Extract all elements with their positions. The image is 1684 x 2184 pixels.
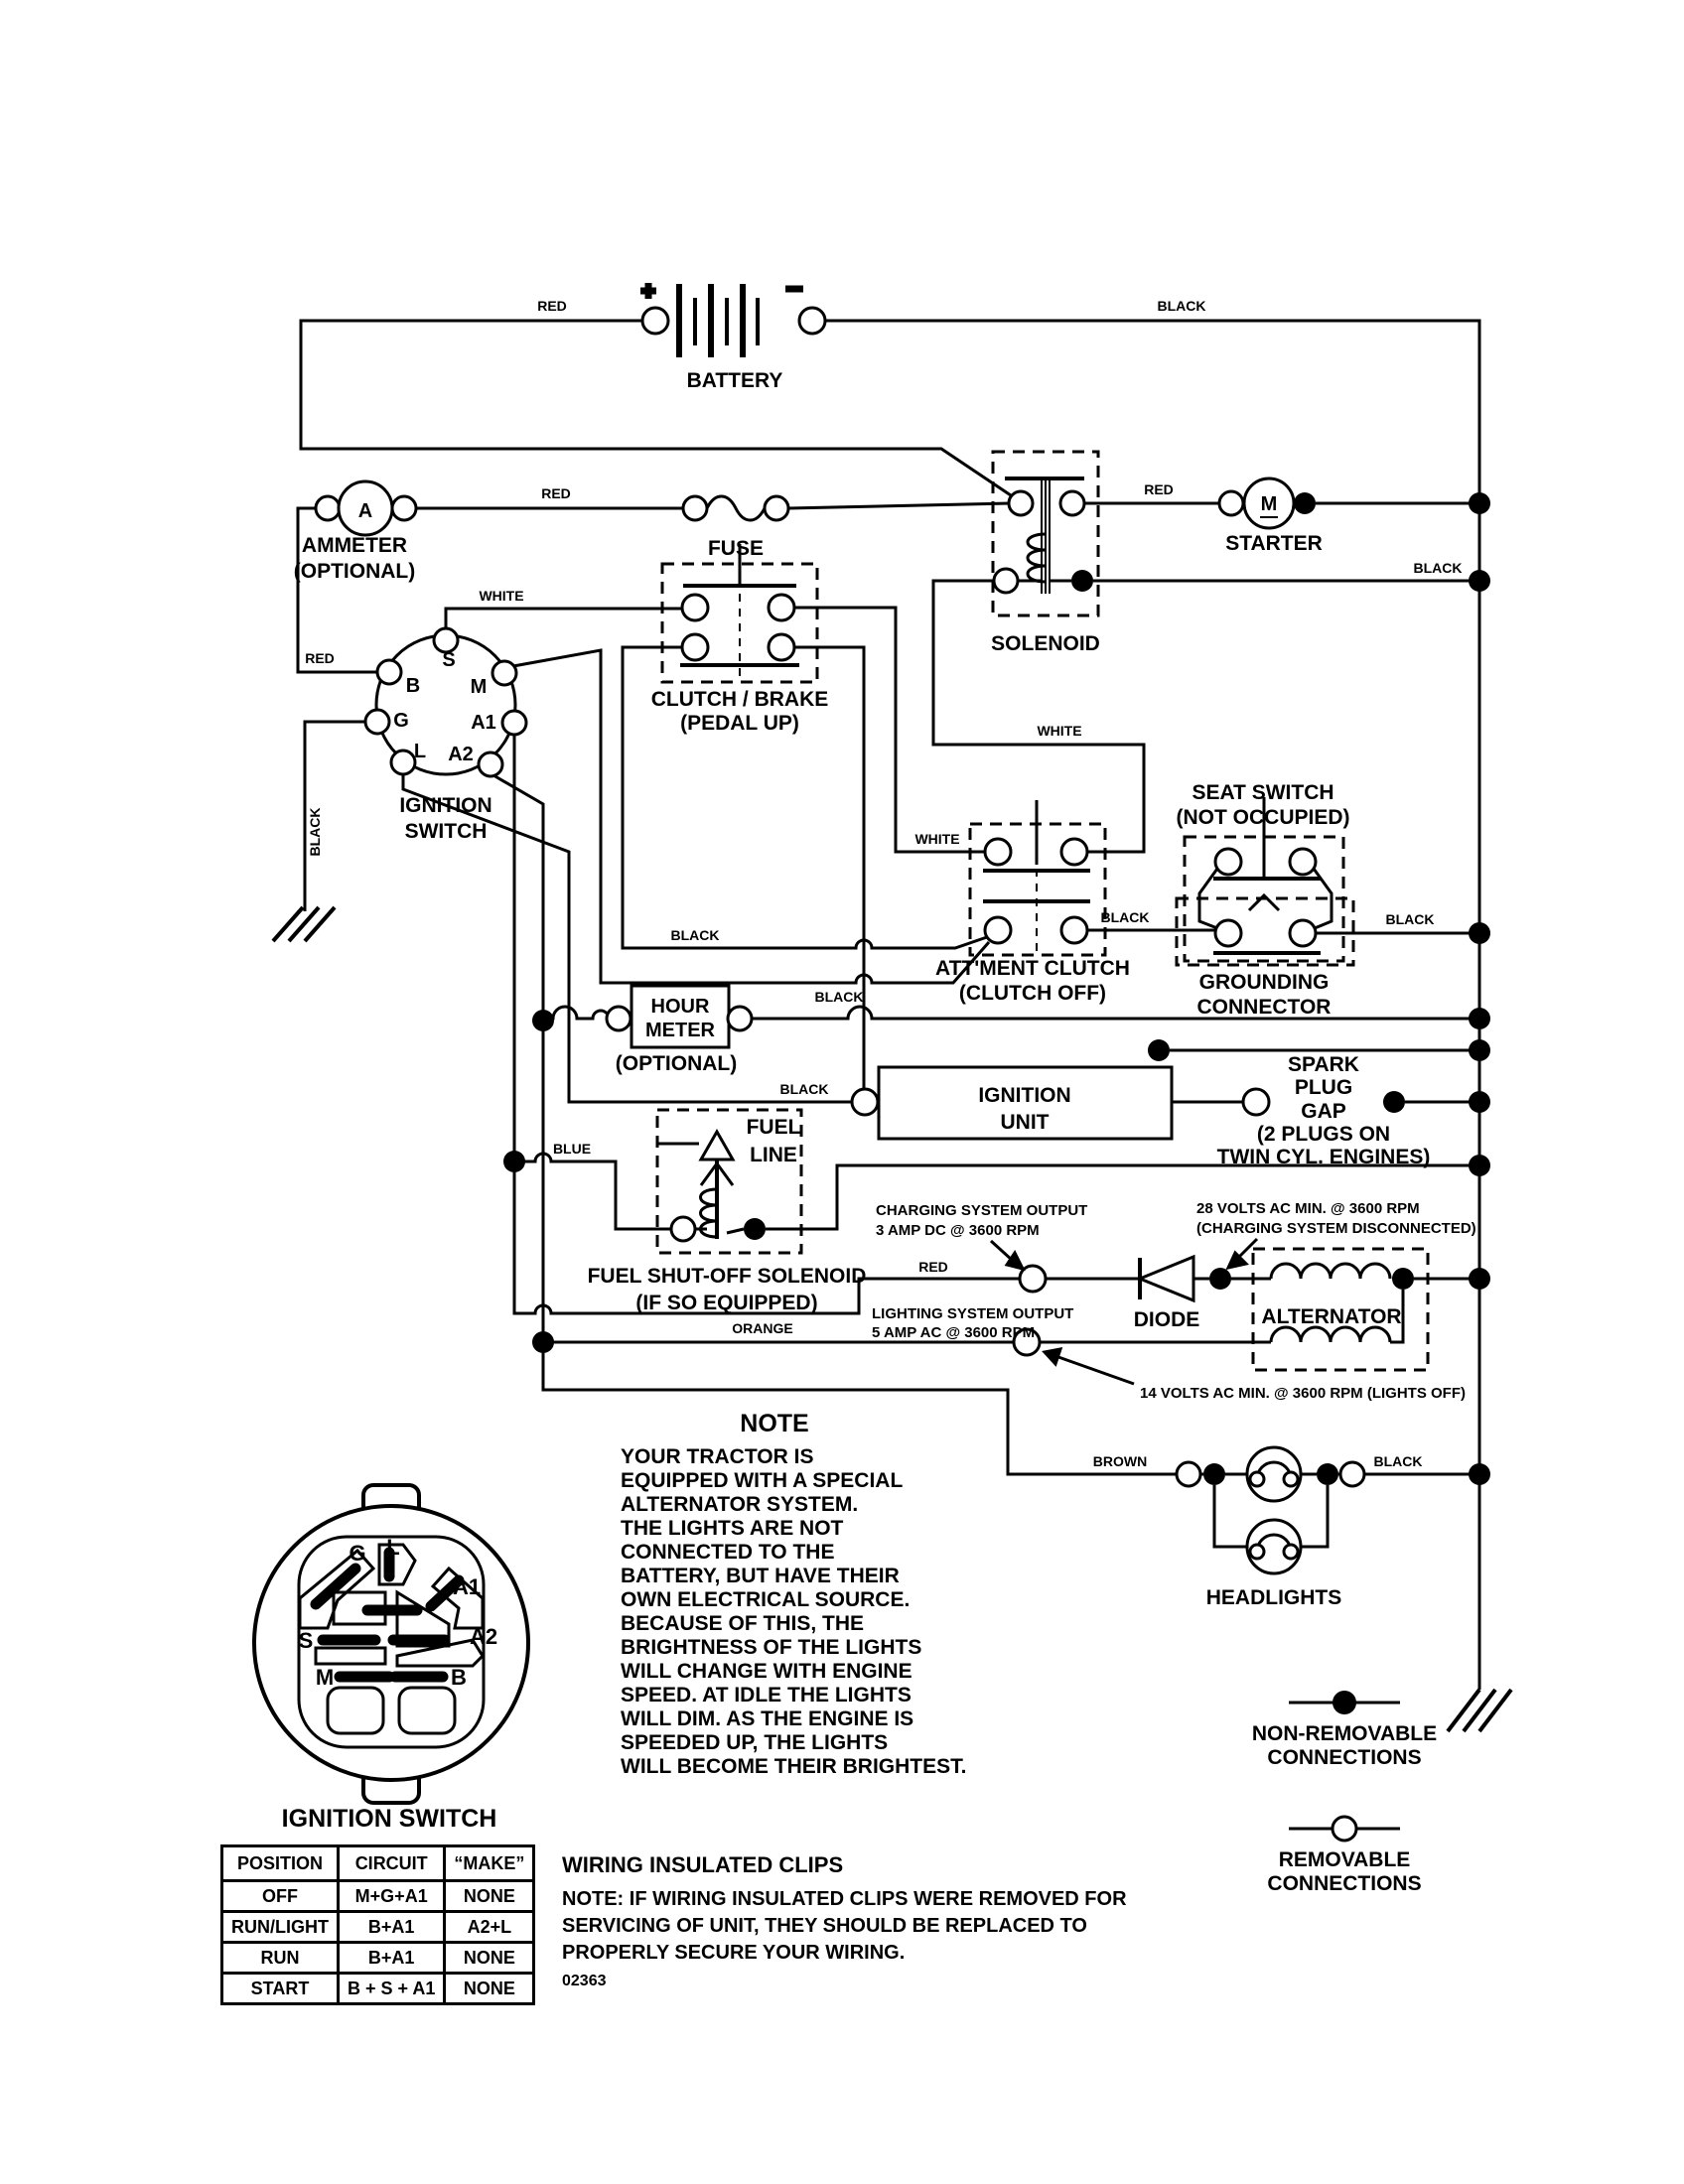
wire-label-blue: BLUE: [552, 1141, 592, 1157]
table-row: [222, 1881, 534, 1912]
solenoid-symbol: [993, 452, 1098, 615]
spark-label-2: PLUG: [1294, 1076, 1353, 1099]
battery-symbol: [640, 283, 825, 357]
wire-label-orange: ORANGE: [732, 1320, 793, 1336]
cell-make-start: NONE: [445, 1974, 534, 2004]
cell-position-start: START: [222, 1974, 339, 2004]
volts28-1: 28 VOLTS AC MIN. @ 3600 RPM: [1196, 1200, 1420, 1217]
wire-battery-positive: [301, 321, 1011, 495]
terminal-g: G: [393, 710, 409, 732]
cell-circuit-off: M+G+A1: [339, 1881, 445, 1912]
wire-label-red-starter: RED: [1144, 481, 1174, 497]
wire-label-red-charging: RED: [918, 1259, 948, 1275]
spark-label-4: (2 PLUGS ON: [1256, 1123, 1391, 1146]
note-block: [621, 1410, 966, 1778]
table-row: [222, 1912, 534, 1943]
wire-fuse-solenoid: [788, 503, 1010, 508]
connector-terminal-s: S: [298, 1628, 314, 1653]
terminal-l: L: [413, 741, 427, 762]
clips-line-3: PROPERLY SECURE YOUR WIRING.: [562, 1942, 906, 1964]
cell-position-run: RUN: [222, 1943, 339, 1974]
fuse-symbol: [683, 496, 788, 520]
note-line-9: BRIGHTNESS OF THE LIGHTS: [621, 1636, 922, 1659]
ignition-unit: [852, 1039, 1172, 1139]
note-line-3: ALTERNATOR SYSTEM.: [621, 1493, 859, 1516]
note-line-6: BATTERY, BUT HAVE THEIR: [621, 1565, 900, 1587]
wire-label-black-headlights: BLACK: [1373, 1453, 1423, 1469]
clips-line-1: NOTE: IF WIRING INSULATED CLIPS WERE REMOVED FOR: [562, 1888, 1127, 1910]
clutch-brake-switch: [662, 544, 817, 682]
starter-letter: M: [1260, 493, 1278, 515]
fuel-solenoid-label-1: FUEL SHUT-OFF SOLENOID: [587, 1265, 867, 1288]
cell-position-runlight: RUN/LIGHT: [222, 1912, 339, 1943]
ignition-unit-label1: IGNITION: [978, 1084, 1071, 1107]
fuel-solenoid-label-2: (IF SO EQUIPPED): [635, 1292, 818, 1314]
wire-label-black-solenoid: BLACK: [1413, 560, 1463, 576]
wire-label-red-b: RED: [305, 650, 335, 666]
table-header-make: “MAKE”: [445, 1846, 534, 1881]
diode-junction-dot: [1209, 1268, 1231, 1290]
note-line-14: WILL BECOME THEIR BRIGHTEST.: [621, 1755, 967, 1778]
connector-terminal-l: L: [386, 1535, 400, 1560]
table-header-position: POSITION: [222, 1846, 339, 1881]
wire-label-red-fuse: RED: [541, 485, 571, 501]
note-line-2: EQUIPPED WITH A SPECIAL: [621, 1469, 904, 1492]
attment-clutch-label-1: ATT'MENT CLUTCH: [935, 957, 1130, 980]
wire-label-red-battery: RED: [537, 298, 567, 314]
ammeter-label-2: (OPTIONAL): [293, 560, 416, 583]
cell-circuit-runlight: B+A1: [339, 1912, 445, 1943]
terminal-m: M: [470, 676, 488, 698]
ignition-switch-connector: [254, 1485, 528, 1833]
hour-meter-label1: HOUR: [650, 996, 710, 1018]
ground-icon-left: [273, 907, 335, 941]
wire-label-black-clutch2: BLACK: [670, 927, 720, 943]
ammeter-symbol: [316, 481, 416, 535]
spark-label-5: TWIN CYL. ENGINES): [1216, 1146, 1431, 1168]
hour-meter: [607, 986, 752, 1047]
alternator-label: ALTERNATOR: [1261, 1305, 1402, 1328]
ignition-switch-label-2: SWITCH: [404, 820, 488, 843]
terminal-a1: A1: [471, 712, 496, 734]
clutch-brake-label-2: (PEDAL UP): [680, 712, 799, 735]
battery-label: BATTERY: [686, 369, 783, 392]
diode-label: DIODE: [1133, 1308, 1200, 1331]
note-line-12: WILL DIM. AS THE ENGINE IS: [621, 1707, 914, 1730]
wire-label-white-clutch: WHITE: [479, 588, 524, 604]
ignition-switch-label-1: IGNITION: [399, 794, 492, 817]
wire-label-black-ground: BLACK: [307, 807, 323, 857]
grounding-label-2: CONNECTOR: [1196, 996, 1332, 1019]
legend-nonremovable-2: CONNECTIONS: [1267, 1746, 1422, 1769]
spark-label-1: SPARK: [1288, 1053, 1359, 1076]
wire-right-rail: [825, 321, 1479, 1690]
connector-title: IGNITION SWITCH: [281, 1805, 497, 1833]
removable-icon: [1333, 1817, 1356, 1841]
hour-meter-label2: METER: [645, 1020, 715, 1041]
note-line-7: OWN ELECTRICAL SOURCE.: [621, 1588, 911, 1611]
note-line-10: WILL CHANGE WITH ENGINE: [621, 1660, 912, 1683]
legend-removable-1: REMOVABLE: [1278, 1848, 1411, 1871]
ammeter-letter: A: [357, 500, 373, 522]
seat-switch-label-2: (NOT OCCUPIED): [1176, 806, 1350, 829]
note-line-4: THE LIGHTS ARE NOT: [621, 1517, 844, 1540]
document-code: 02363: [562, 1973, 607, 1989]
wire-label-black-battery: BLACK: [1157, 298, 1206, 314]
legend-nonremovable-1: NON-REMOVABLE: [1251, 1722, 1438, 1745]
wire-a2-down: [493, 775, 543, 1342]
wire-label-black-seat2: BLACK: [1385, 911, 1435, 927]
headlights-label: HEADLIGHTS: [1205, 1586, 1342, 1609]
terminal-s: S: [442, 649, 456, 671]
volts28-2: (CHARGING SYSTEM DISCONNECTED): [1196, 1220, 1476, 1237]
non-removable-icon: [1333, 1691, 1356, 1714]
headlights-symbol: [1177, 1447, 1364, 1573]
wire-s-clutch: [446, 609, 682, 631]
ground-icon-right: [1448, 1690, 1511, 1731]
connector-terminal-b: B: [451, 1665, 467, 1690]
diode-symbol: [1140, 1257, 1193, 1300]
cell-make-off: NONE: [445, 1881, 534, 1912]
lighting-output-1: LIGHTING SYSTEM OUTPUT: [872, 1305, 1074, 1322]
wire-clutch-ignition-unit: [794, 647, 864, 1089]
attment-clutch-switch: [970, 800, 1105, 955]
starter-label: STARTER: [1225, 532, 1323, 555]
spark-label-3: GAP: [1301, 1100, 1346, 1123]
clutch-brake-label-1: CLUTCH / BRAKE: [650, 688, 829, 711]
attment-clutch-label-2: (CLUTCH OFF): [958, 982, 1107, 1005]
note-line-5: CONNECTED TO THE: [621, 1541, 835, 1564]
solenoid-label: SOLENOID: [991, 632, 1100, 655]
note-line-1: YOUR TRACTOR IS: [621, 1445, 814, 1468]
ignition-unit-label2: UNIT: [1000, 1111, 1050, 1134]
grounding-label-1: GROUNDING: [1198, 971, 1330, 994]
wire-hourmeter-rail: [752, 1007, 1479, 1019]
note-line-11: SPEED. AT IDLE THE LIGHTS: [621, 1684, 912, 1706]
table-header-circuit: CIRCUIT: [339, 1846, 445, 1881]
wiring-clips-note: [562, 1852, 1197, 2006]
legend-removable-2: CONNECTIONS: [1267, 1872, 1422, 1895]
connector-terminal-g: G: [349, 1541, 366, 1566]
volts14: 14 VOLTS AC MIN. @ 3600 RPM (LIGHTS OFF): [1140, 1385, 1466, 1402]
table-row: [222, 1974, 534, 2004]
battery-positive-terminal: [642, 308, 668, 334]
note-line-13: SPEEDED UP, THE LIGHTS: [621, 1731, 889, 1754]
cell-make-runlight: A2+L: [445, 1912, 534, 1943]
output-annotations: [872, 1200, 1476, 1402]
plus-icon: [640, 283, 656, 299]
battery-negative-terminal: [799, 308, 825, 334]
wire-solenoid-attment: [933, 581, 1144, 852]
cell-make-run: NONE: [445, 1943, 534, 1974]
wire-label-black-m: BLACK: [814, 989, 864, 1005]
fuel-line-label-2: LINE: [750, 1144, 797, 1166]
wire-label-white-solenoid: WHITE: [1037, 723, 1082, 739]
wire-label-black-seat1: BLACK: [1100, 909, 1150, 925]
note-line-8: BECAUSE OF THIS, THE: [621, 1612, 865, 1635]
battery-plates: [679, 284, 758, 357]
charging-output-1: CHARGING SYSTEM OUTPUT: [876, 1202, 1088, 1219]
terminal-a2: A2: [448, 744, 474, 765]
cell-position-off: OFF: [222, 1881, 339, 1912]
wire-label-white-attment: WHITE: [914, 831, 960, 847]
terminal-b: B: [405, 675, 421, 697]
wire-label-brown: BROWN: [1092, 1453, 1148, 1469]
connector-terminal-a1: A1: [452, 1574, 482, 1599]
clips-line-2: SERVICING OF UNIT, THEY SHOULD BE REPLACED TO: [562, 1915, 1087, 1937]
wire-clutch-attment: [794, 608, 985, 852]
cell-circuit-run: B+A1: [339, 1943, 445, 1974]
seat-switch-label-1: SEAT SWITCH: [1192, 781, 1334, 804]
connector-terminal-a2: A2: [469, 1624, 498, 1649]
lighting-output-2: 5 AMP AC @ 3600 RPM: [872, 1324, 1036, 1341]
fuse-label: FUSE: [707, 537, 765, 560]
ammeter-label-1: AMMETER: [301, 534, 408, 557]
connector-terminal-m: M: [315, 1665, 335, 1690]
starter-symbol: [1219, 478, 1316, 528]
ignition-switch-table: [220, 1844, 535, 2005]
hour-meter-label-3: (OPTIONAL): [615, 1052, 738, 1075]
ignition-switch-schematic: [365, 628, 526, 776]
charging-output-2: 3 AMP DC @ 3600 RPM: [876, 1222, 1040, 1239]
wire-label-black-ignition-unit: BLACK: [779, 1081, 829, 1097]
wire-color-labels: [305, 298, 1462, 1469]
clips-title: WIRING INSULATED CLIPS: [562, 1852, 844, 1877]
legend: [1252, 1691, 1437, 1895]
wire-blue-fuel: [514, 1154, 670, 1229]
fuel-line-label-1: FUEL: [746, 1116, 801, 1139]
cell-circuit-start: B + S + A1: [339, 1974, 445, 2004]
table-row: [222, 1943, 534, 1974]
note-title: NOTE: [740, 1410, 809, 1437]
